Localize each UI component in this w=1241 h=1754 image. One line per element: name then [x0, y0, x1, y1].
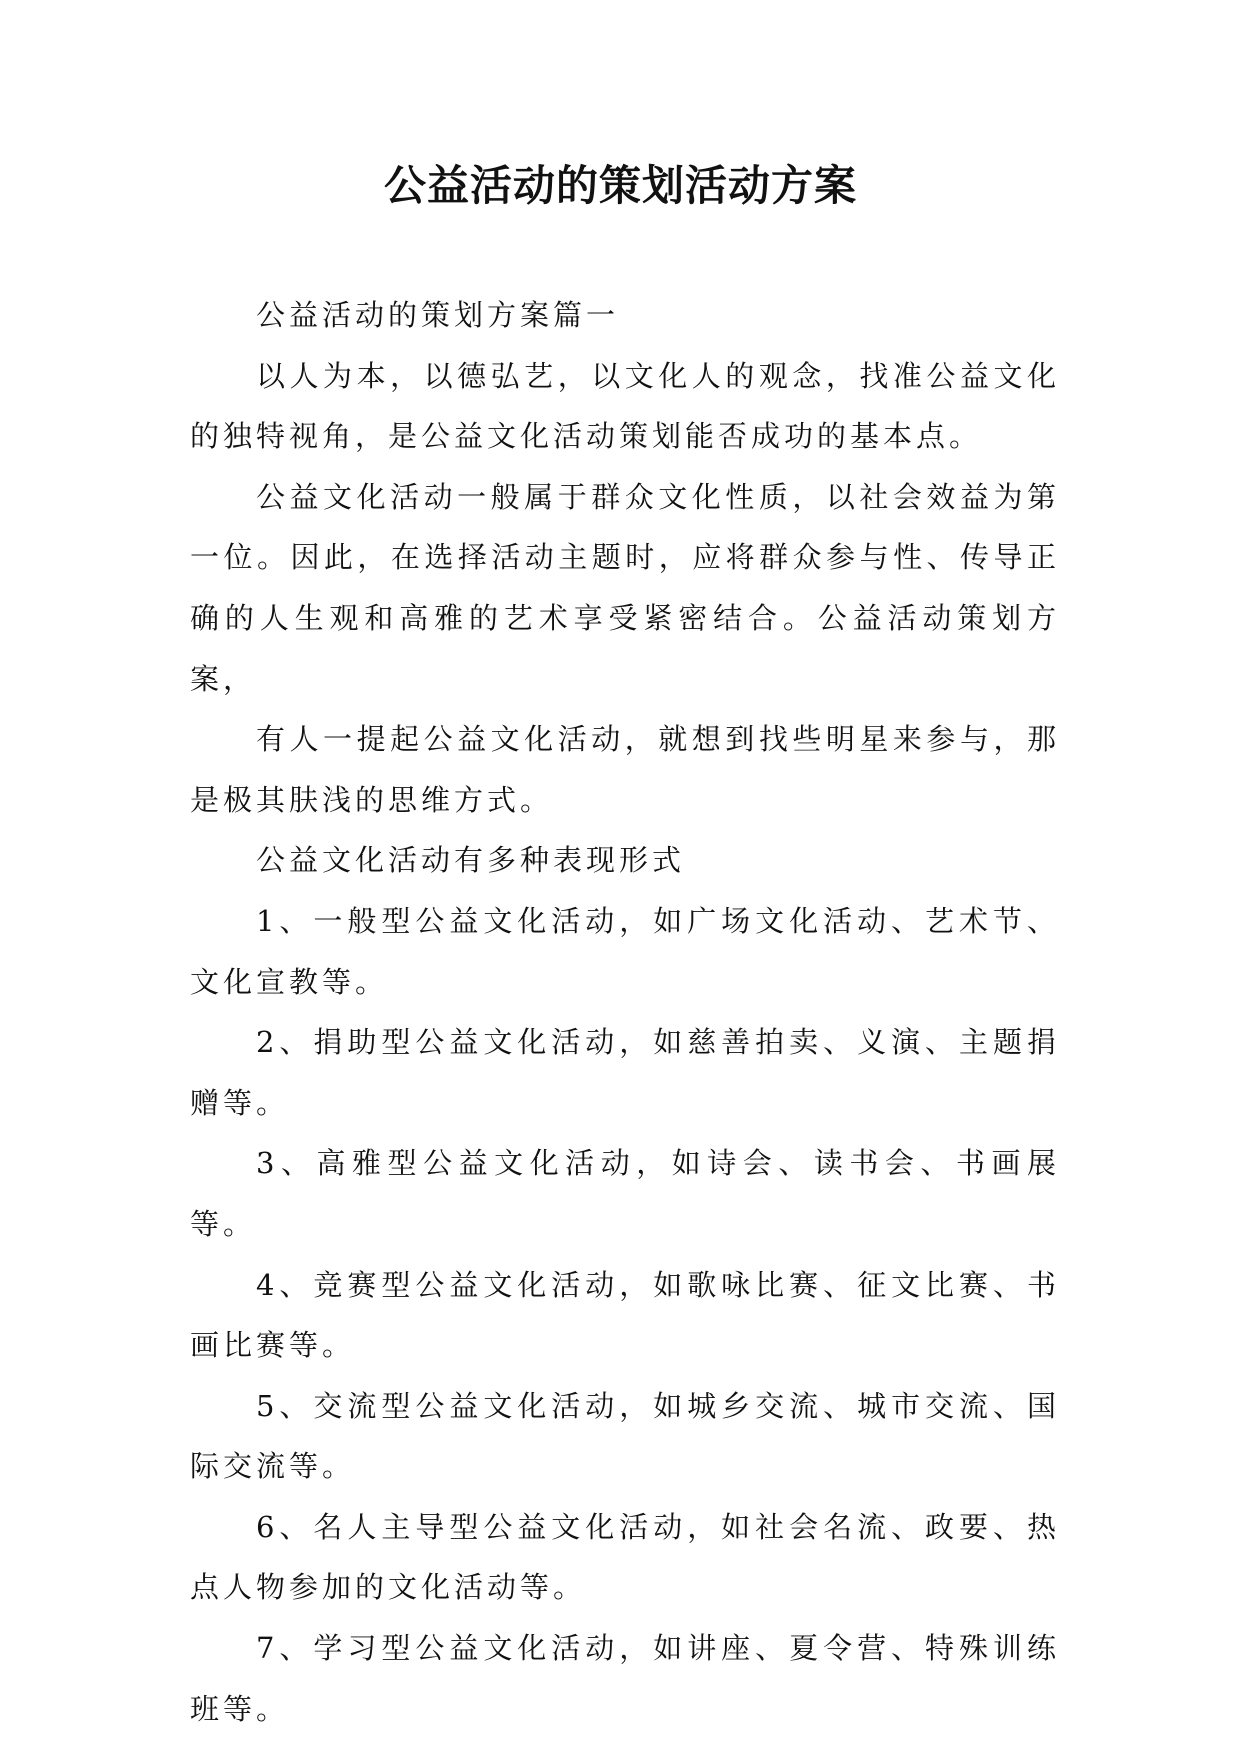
paragraph: 公益文化活动一般属于群众文化性质，以社会效益为第一位。因此，在选择活动主题时，应将群众参与性、传导正确的人生观和高雅的艺术享受紧密结合。公益活动策划方案， [190, 479, 1060, 696]
paragraph: 公益文化活动有多种表现形式 [256, 843, 686, 878]
list-item: 1、一般型公益文化活动，如广场文化活动、艺术节、文化宣教等。 [190, 903, 1060, 999]
list-item: 7、学习型公益文化活动，如讲座、夏令营、特殊训练班等。 [190, 1631, 1060, 1726]
list-item: 2、捐助型公益文化活动，如慈善拍卖、义演、主题捐赠等。 [190, 1025, 1060, 1120]
paragraph: 有人一提起公益文化活动，就想到找些明星来参与，那是极其肤浅的思维方式。 [190, 722, 1060, 817]
document-title: 公益活动的策划活动方案 [383, 161, 857, 210]
list-item: 6、名人主导型公益文化活动，如社会名流、政要、热点人物参加的文化活动等。 [190, 1509, 1060, 1605]
paragraph: 以人为本，以德弘艺，以文化人的观念，找准公益文化的独特视角，是公益文化活动策划能否成功的基本点。 [190, 358, 1060, 454]
list-item: 3、高雅型公益文化活动，如诗会、读书会、书画展等。 [190, 1146, 1060, 1241]
section-heading: 公益活动的策划方案篇一 [256, 298, 620, 332]
list-item: 4、竞赛型公益文化活动，如歌咏比赛、征文比赛、书画比赛等。 [190, 1267, 1060, 1363]
document-body [190, 285, 1060, 1739]
list-item: 5、交流型公益文化活动，如城乡交流、城市交流、国际交流等。 [190, 1388, 1060, 1484]
